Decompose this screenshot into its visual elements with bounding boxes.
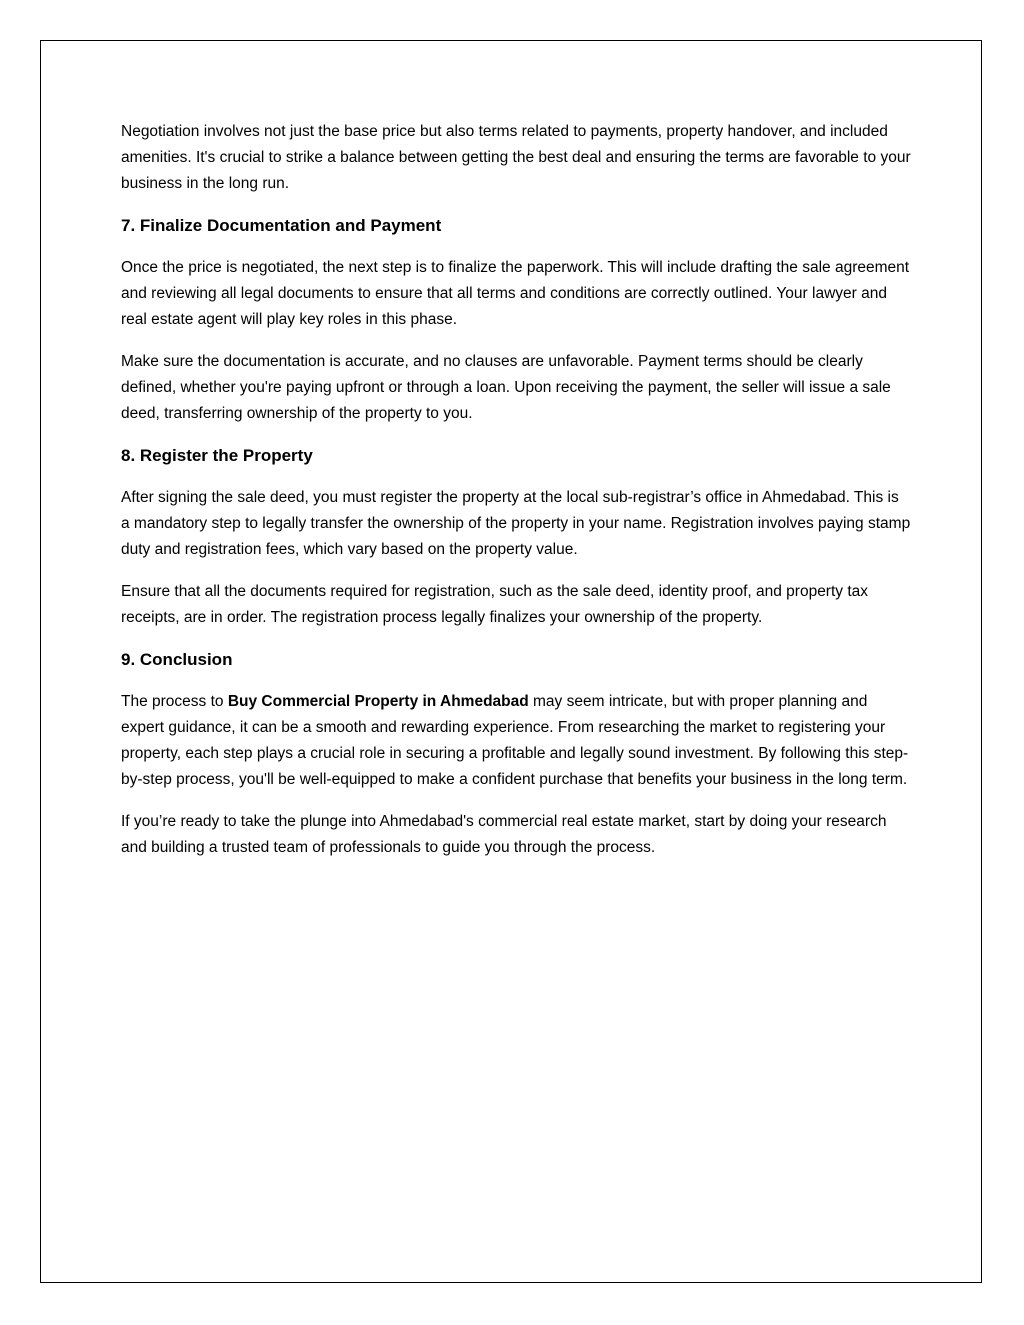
document-body	[121, 119, 911, 877]
conclusion-bold-link-text: Buy Commercial Property in Ahmedabad	[227, 693, 529, 710]
conclusion-suffix: may seem intricate, but with proper planning and expert guidance, it can be a smooth and rewarding experience. From researching the market to registering your property, each step plays a crucial role in securing a profitable and legally sound investment. By following this step-by-step process, you'll be well-equipped to make a confident purchase that benefits your business in the long term.	[121, 693, 909, 788]
paragraph: If you’re ready to take the plunge into Ahmedabad's commercial real estate market, start by doing your research and building a trusted team of professionals to guide you through the process.	[121, 813, 887, 856]
conclusion-paragraph	[121, 689, 911, 793]
section-heading-register: 8. Register the Property	[121, 446, 313, 465]
conclusion-prefix: The process to	[121, 693, 228, 710]
section-heading-conclusion: 9. Conclusion	[121, 650, 233, 669]
section-heading-finalize: 7. Finalize Documentation and Payment	[121, 216, 442, 235]
paragraph: Ensure that all the documents required for registration, such as the sale deed, identity proof, and property tax receipts, are in order. The registration process legally finalizes your ownership of the property.	[121, 583, 869, 626]
intro-paragraph: Negotiation involves not just the base price but also terms related to payments, property handover, and included amenities. It's crucial to strike a balance between getting the best deal and ensuring the terms are favorable to your business in the long run.	[121, 123, 911, 192]
paragraph: Make sure the documentation is accurate, and no clauses are unfavorable. Payment terms should be clearly defined, whether you're paying upfront or through a loan. Upon receiving the payment, the seller will issue a sale deed, transferring ownership of the property to you.	[121, 353, 891, 422]
paragraph: After signing the sale deed, you must register the property at the local sub-registrar’s office in Ahmedabad. This is a mandatory step to legally transfer the ownership of the property in your name. Registration involves paying stamp duty and registration fees, which vary based on the property value.	[121, 489, 911, 558]
paragraph: Once the price is negotiated, the next step is to finalize the paperwork. This will include drafting the sale agreement and reviewing all legal documents to ensure that all terms and conditions are correctly outlined. Your lawyer and real estate agent will play key roles in this phase.	[121, 259, 910, 328]
